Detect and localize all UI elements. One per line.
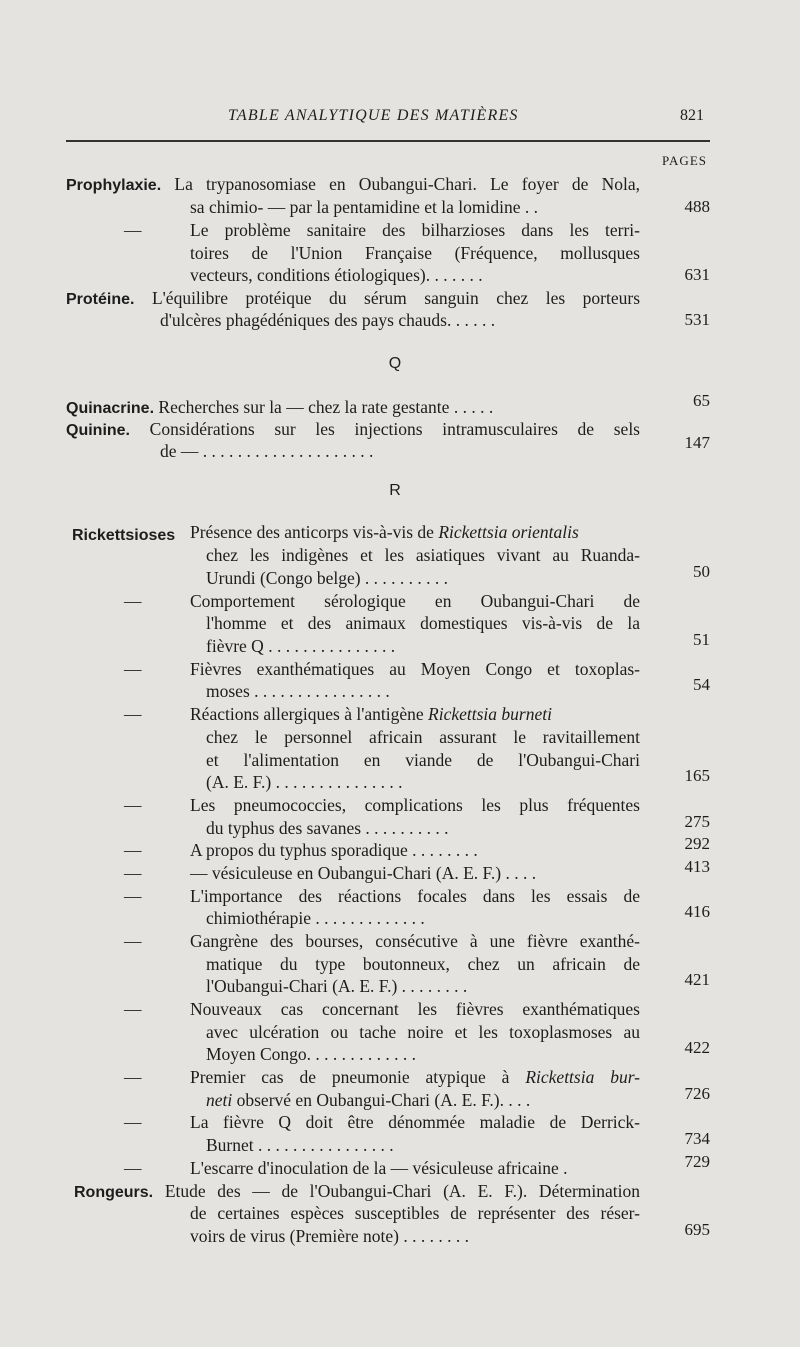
- ricket-e2-line-2: l'homme et des animaux domestiques vis-à-vis de la: [206, 613, 640, 633]
- entry-proteine-line-1: Protéine. L'équilibre protéique du sérum sanguin chez les porteurs: [66, 288, 641, 308]
- repeat-dash: —: [124, 999, 142, 1019]
- entry-prophylaxie-line-2: sa chimio- — par la pentamidine et la lomidine . .: [190, 197, 538, 217]
- page-ref: 275: [684, 812, 710, 831]
- ricket-e2-line-3: fièvre Q . . . . . . . . . . . . . . .: [206, 636, 396, 656]
- header-rule: [66, 140, 710, 142]
- ricket-e3-line-2: moses . . . . . . . . . . . . . . . .: [206, 681, 390, 701]
- repeat-dash: —: [124, 220, 142, 240]
- ricket-e4-line-4: (A. E. F.) . . . . . . . . . . . . . . .: [206, 772, 403, 792]
- page-ref: 531: [684, 310, 710, 329]
- ricket-e10-line-2: avec ulcération ou tache noire et les toxoplasmoses au: [206, 1022, 640, 1042]
- ricket-e12-line-1: La fièvre Q doit être dénommée maladie de Derrick-: [190, 1112, 640, 1132]
- page-ref: 729: [684, 1152, 710, 1171]
- page-ref: 416: [684, 902, 710, 921]
- ricket-e3-line-1: Fièvres exanthématiques au Moyen Congo et toxoplas-: [190, 659, 640, 679]
- page-ref: 631: [684, 265, 710, 284]
- page-ref: 54: [693, 675, 710, 694]
- page-ref: 695: [684, 1220, 710, 1239]
- ricket-e12-line-2: Burnet . . . . . . . . . . . . . . . .: [206, 1135, 394, 1155]
- ricket-e4-line-3: et l'alimentation en viande de l'Oubangui-Chari: [206, 750, 640, 770]
- repeat-dash: —: [124, 1158, 142, 1178]
- page-ref: 413: [684, 857, 710, 876]
- repeat-dash: —: [124, 863, 142, 883]
- ricket-e4-line-1: Réactions allergiques à l'antigène Rickettsia burneti: [190, 704, 552, 724]
- page-ref: 147: [684, 433, 710, 452]
- repeat-dash: —: [124, 886, 142, 906]
- page-ref: 50: [693, 562, 710, 581]
- page-ref: 734: [684, 1129, 710, 1148]
- repeat-dash: —: [124, 931, 142, 951]
- page-ref: 51: [693, 630, 710, 649]
- ricket-e4-line-2: chez le personnel africain assurant le ravitaillement: [206, 727, 640, 747]
- ricket-e11-line-1: Premier cas de pneumonie atypique à Rickettsia bur-: [190, 1067, 641, 1087]
- ricket-e9-line-3: l'Oubangui-Chari (A. E. F.) . . . . . . . .: [206, 976, 468, 996]
- entry-prophylaxie-line-3: Le problème sanitaire des bilharzioses dans les terri-: [190, 220, 640, 240]
- entry-quinacrine-line-1: Quinacrine. Recherches sur la — chez la rate gestante . . . . .: [66, 397, 494, 417]
- entry-term-quinacrine: Quinacrine.: [66, 400, 155, 417]
- repeat-dash: —: [124, 659, 142, 679]
- page-ref: 292: [684, 834, 710, 853]
- entry-prophylaxie-line-5: vecteurs, conditions étiologiques). . . . . . .: [190, 265, 483, 285]
- entry-term-quinine: Quinine.: [66, 422, 130, 439]
- entry-term-prophylaxie: Prophylaxie.: [66, 177, 162, 194]
- repeat-dash: —: [124, 1067, 142, 1087]
- ricket-e5-line-1: Les pneumococcies, complications les plus fréquentes: [190, 795, 640, 815]
- ricket-e7-line-1: — vésiculeuse en Oubangui-Chari (A. E. F.) . . . .: [190, 863, 537, 883]
- page-ref: 65: [693, 391, 710, 410]
- entry-rongeurs-line-2: de certaines espèces susceptibles de représenter des réser-: [190, 1203, 640, 1223]
- entry-prophylaxie-line-1: Prophylaxie. La trypanosomiase en Oubangui-Chari. Le foyer de Nola,: [66, 174, 641, 194]
- page-number: 821: [680, 107, 704, 124]
- ricket-e10-line-3: Moyen Congo. . . . . . . . . . . . .: [206, 1044, 416, 1064]
- ricket-e11-line-2: neti observé en Oubangui-Chari (A. E. F.). . . .: [206, 1090, 531, 1110]
- repeat-dash: —: [124, 840, 142, 860]
- repeat-dash: —: [124, 704, 142, 724]
- page-ref: 165: [684, 766, 710, 785]
- section-letter-q: Q: [388, 355, 402, 372]
- ricket-e13-line-1: L'escarre d'inoculation de la — vésiculeuse africaine .: [190, 1158, 568, 1178]
- running-header-title: TABLE ANALYTIQUE DES MATIÈRES: [228, 107, 519, 124]
- ricket-e6-line-1: A propos du typhus sporadique . . . . . . . .: [190, 840, 478, 860]
- ricket-e5-line-2: du typhus des savanes . . . . . . . . . .: [206, 818, 449, 838]
- repeat-dash: —: [124, 795, 142, 815]
- ricket-e9-line-2: matique du type boutonneux, chez un africain de: [206, 954, 640, 974]
- repeat-dash: —: [124, 591, 142, 611]
- ricket-e9-line-1: Gangrène des bourses, consécutive à une fièvre exanthé-: [190, 931, 640, 951]
- entry-rongeurs-line-3: voirs de virus (Première note) . . . . . . . .: [190, 1226, 469, 1246]
- ricket-e1-line-1: Présence des anticorps vis-à-vis de Rickettsia orientalis: [190, 522, 579, 542]
- ricket-e8-line-1: L'importance des réactions focales dans les essais de: [190, 886, 640, 906]
- page-ref: 421: [684, 970, 710, 989]
- page-ref: 726: [684, 1084, 710, 1103]
- entry-quinine-line-2: de — . . . . . . . . . . . . . . . . . . . .: [160, 441, 374, 461]
- section-letter-r: R: [389, 482, 401, 499]
- entry-rongeurs-line-1: Rongeurs. Etude des — de l'Oubangui-Chari (A. E. F.). Détermination: [74, 1181, 641, 1201]
- entry-term-rongeurs: Rongeurs.: [74, 1184, 154, 1201]
- page-ref: 488: [684, 197, 710, 216]
- entry-term-rickettsioses: Rickettsioses: [72, 527, 176, 544]
- entry-prophylaxie-line-4: toires de l'Union Française (Fréquence, mollusques: [190, 243, 640, 263]
- ricket-e8-line-2: chimiothérapie . . . . . . . . . . . . .: [206, 908, 425, 928]
- ricket-e1-line-3: Urundi (Congo belge) . . . . . . . . . .: [206, 568, 449, 588]
- repeat-dash: —: [124, 1112, 142, 1132]
- entry-term-proteine: Protéine.: [66, 291, 135, 308]
- ricket-e10-line-1: Nouveaux cas concernant les fièvres exanthématiques: [190, 999, 640, 1019]
- ricket-e2-line-1: Comportement sérologique en Oubangui-Chari de: [190, 591, 640, 611]
- entry-proteine-line-2: d'ulcères phagédéniques des pays chauds. . . . . .: [160, 310, 496, 330]
- pages-column-label: PAGES: [662, 153, 707, 168]
- page-ref: 422: [684, 1038, 710, 1057]
- entry-quinine-line-1: Quinine. Considérations sur les injections intramusculaires de sels: [66, 419, 640, 439]
- ricket-e1-line-2: chez les indigènes et les asiatiques vivant au Ruanda-: [206, 545, 640, 565]
